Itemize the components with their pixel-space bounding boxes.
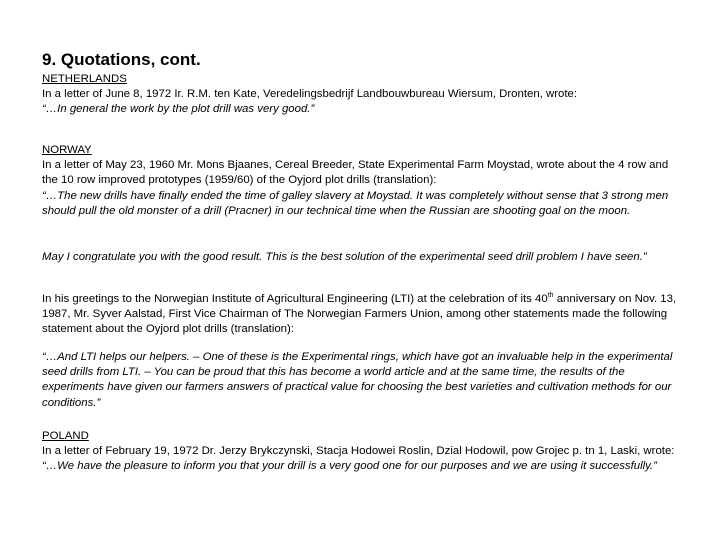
poland-heading: POLAND <box>42 430 89 442</box>
poland-intro: In a letter of February 19, 1972 Dr. Jerzy Brykczynski, Stacja Hodowei Roslin, Dzial Hodowil, pow Grojec p. tn 1, Laski, wrote: <box>42 445 675 458</box>
section-poland <box>42 429 678 475</box>
greeting-ordinal: th <box>547 292 554 300</box>
section-netherlands <box>42 72 678 118</box>
netherlands-intro: In a letter of June 8, 1972 Ir. R.M. ten Kate, Veredelingsbedrijf Landbouwbureau Wiersum, Dronten, wrote: <box>42 88 578 101</box>
norway-greeting-block <box>42 292 678 338</box>
section-norway <box>42 143 678 219</box>
greeting-after: anniversary on Nov. 13, 1987, Mr. Syver Aalstad, First Vice Chairman of The Norwegian Farmers Union, among other statements made the following statement about the Oyjord plot drills (translation): <box>42 293 677 336</box>
page-title: 9. Quotations, cont. <box>42 50 201 69</box>
greeting-before: In his greetings to the Norwegian Institute of Agricultural Engineering (LTI) at the celebration of its 40 <box>42 293 548 305</box>
norway-intro: In a letter of May 23, 1960 Mr. Mons Bjaanes, Cereal Breeder, State Experimental Farm Moystad, wrote about the 4 row and the 10 row improved prototypes (1959/60) of the Oyjord plot drills (translation): <box>42 159 669 187</box>
norway-quote-3-block <box>42 350 678 411</box>
netherlands-heading: NETHERLANDS <box>42 73 127 85</box>
netherlands-quote: “…In general the work by the plot drill was very good.” <box>42 103 315 116</box>
norway-quote-1: “…The new drills have finally ended the time of galley slavery at Moystad. It was completely without sense that 3 strong men should pull the old monster of a drill (Pracner) in our technical time when the Russian are shooting goal on the moon. <box>42 189 669 217</box>
norway-quote-3: “…And LTI helps our helpers. – One of these is the Experimental rings, which have got an invaluable help in the experimental seed drills from LTI. – You can be proud that this has become a world article and at the same time, the results of the experiments have given our farmers answers of practical value for choosing the best varieties and cultivation methods for our conditions.” <box>42 351 673 409</box>
norway-quote-2-block <box>42 250 678 265</box>
norway-quote-2: May I congratulate you with the good result. This is the best solution of the experimental seed drill problem I have seen.” <box>42 251 647 263</box>
norway-greeting <box>42 292 678 338</box>
norway-heading: NORWAY <box>42 144 92 156</box>
poland-quote: “…We have the pleasure to inform you that your drill is a very good one for our purposes and we are using it successfully.” <box>42 460 657 473</box>
